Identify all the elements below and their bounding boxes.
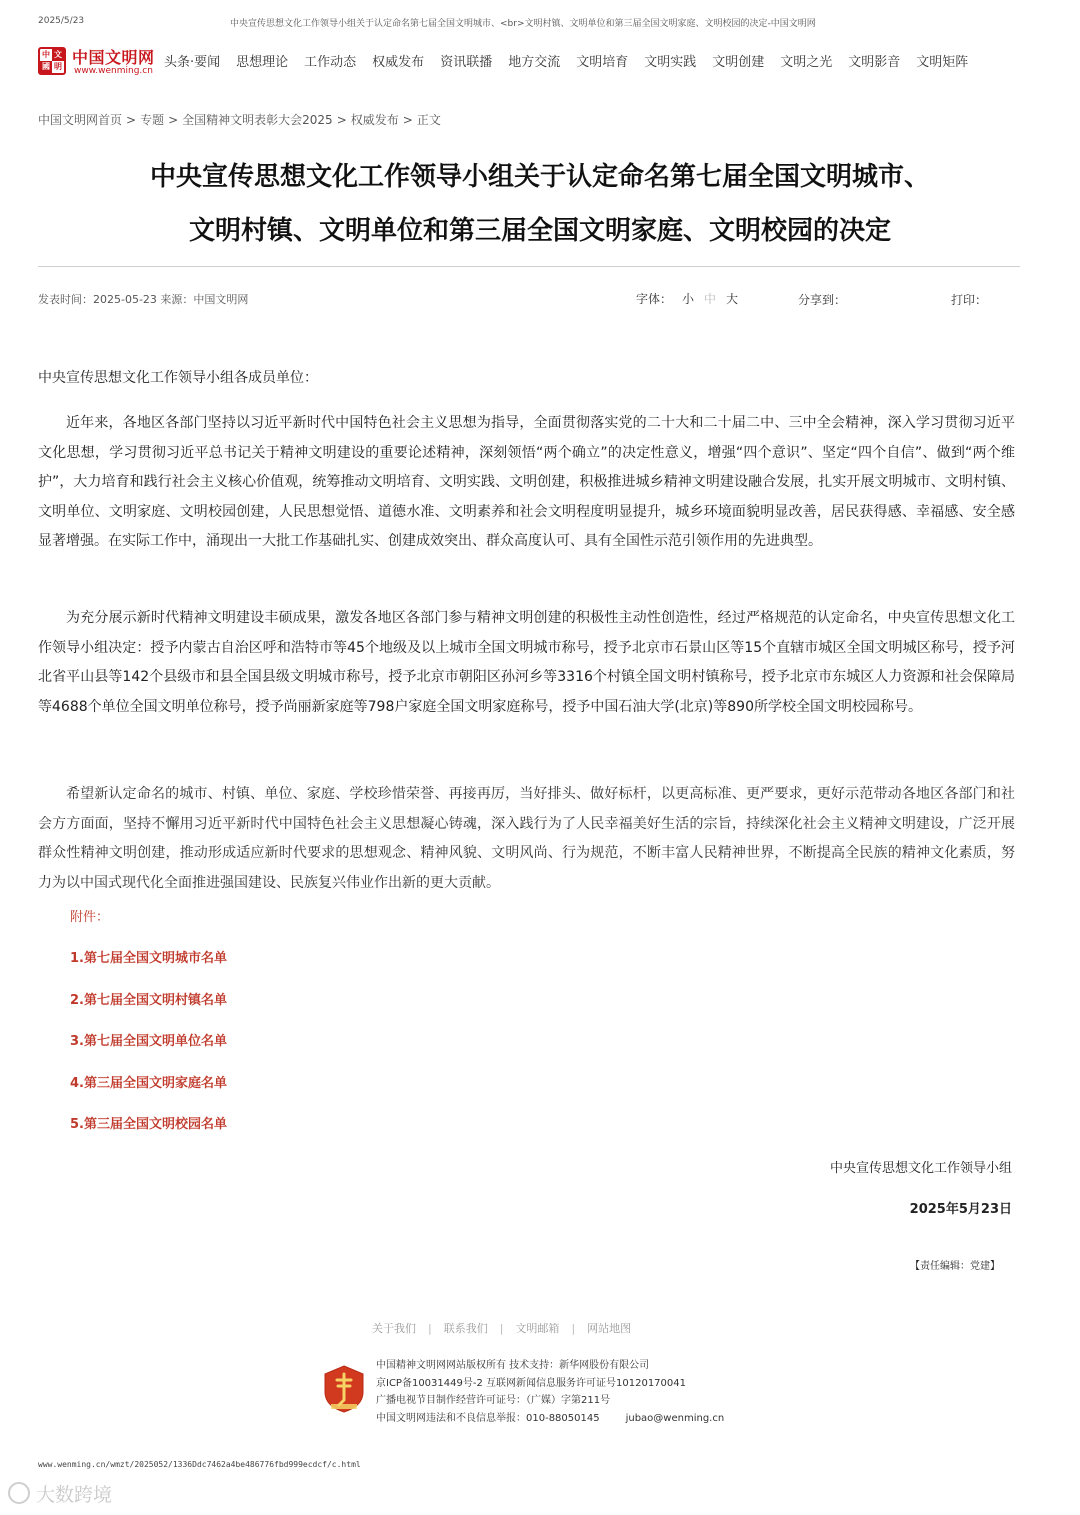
breadcrumb-release[interactable]: 权威发布 xyxy=(350,113,399,127)
attachment-link[interactable]: 2.第七届全国文明村镇名单 xyxy=(70,992,227,1008)
footer-separator: | xyxy=(428,1322,432,1335)
article-meta: 发表时间：2025-05-23 来源：中国文明网 xyxy=(38,293,249,306)
print-header xyxy=(38,16,1042,30)
attachments-list xyxy=(70,947,227,1155)
footer-link-sitemap[interactable]: 网站地图 xyxy=(587,1322,632,1335)
footer-report-email[interactable]: jubao@wenming.cn xyxy=(625,1412,725,1424)
print-page-title: 中央宣传思想文化工作领导小组关于认定命名第七届全国文明城市、<br>文明村镇、文明单位和第三届全国文明家庭、文明校园的决定-中国文明网 xyxy=(230,19,816,29)
watermark-logo-icon xyxy=(8,1482,30,1504)
share-label[interactable]: 分享到： xyxy=(798,293,847,307)
footer-link-contact[interactable]: 联系我们 xyxy=(443,1322,488,1335)
nav-item-creation[interactable]: 文明创建 xyxy=(712,55,765,70)
logo-url: www.wenming.cn xyxy=(74,66,153,76)
logo-seal-icon xyxy=(38,47,66,75)
font-size-large-button[interactable]: 大 xyxy=(726,292,739,306)
footer-report-phone: 中国文明网违法和不良信息举报：010-88050145 xyxy=(376,1412,600,1424)
footer-link-about[interactable]: 关于我们 xyxy=(372,1322,416,1335)
paragraph-1: 近年来，各地区各部门坚持以习近平新时代中国特色社会主义思想为指导，全面贯彻落实党的二十大和二十届二中、三中全会精神，深入学习贯彻习近平文化思想，学习贯彻习近平总书记关于精神文明建设的重要论述精神，深刻领悟“两个确立”的决定性意义，增强“四个意识”、坚定“四个自信”、做到“两个维护”，大力培育和践行社会主义核心价值观，统筹推动文明培育、文明实践、文明创建，积极推进城乡精神文明建设融合发展，扎实开展文明城市、文明村镇、文明单位、文明家庭、文明校园创建，人民思想觉悟、道德水准、文明素养和社会文明程度明显提升，城乡环境面貌明显改善，居民获得感、幸福感、安全感显著增强。在实际工作中，涌现出一大批工作基础扎实、创建成效突出、群众高度认可、具有全国性示范引领作用的先进典型。 xyxy=(38,415,1015,549)
site-logo[interactable] xyxy=(38,44,156,80)
nav-item-official-release[interactable]: 权威发布 xyxy=(372,55,425,70)
attachment-link[interactable]: 5.第三届全国文明校园名单 xyxy=(70,1117,227,1133)
footer-license: 广播电视节目制作经营许可证号：（广媒）字第211号 xyxy=(376,1395,611,1406)
footer-info xyxy=(376,1357,724,1427)
footer-copyright: 中国精神文明网网站版权所有 技术支持：新华网股份有限公司 xyxy=(376,1360,650,1371)
font-size-medium-button[interactable]: 中 xyxy=(704,292,717,306)
attachment-link[interactable]: 1.第七届全国文明城市名单 xyxy=(70,951,227,966)
nav-item-media[interactable]: 文明影音 xyxy=(848,55,901,70)
logo-seal-char: 中 xyxy=(42,50,50,59)
main-nav xyxy=(164,51,984,70)
nav-item-work-news[interactable]: 工作动态 xyxy=(304,55,357,70)
title-divider xyxy=(38,266,1020,267)
print-page-url: www.wenming.cn/wmzt/2025052/1336Ddc7462a4be486776fbd999ecdcf/c.html xyxy=(38,1460,361,1469)
breadcrumb-conference[interactable]: 全国精神文明表彰大会2025 xyxy=(182,113,333,127)
party-badge-icon[interactable] xyxy=(322,1364,366,1414)
article-title xyxy=(38,150,1042,258)
print-date: 2025/5/23 xyxy=(38,16,85,26)
breadcrumb-separator: > xyxy=(168,113,179,127)
paragraph-3: 希望新认定命名的城市、村镇、单位、家庭、学校珍惜荣誉、再接再厉，当好排头、做好标杆，以更高标准、更严要求，更好示范带动各地区各部门和社会方方面面，坚持不懈用习近平新时代中国特色社会主义思想凝心铸魂，深入践行为了人民幸福美好生活的宗旨，持续深化社会主义精神文明建设，广泛开展群众性精神文明创建，推动形成适应新时代要求的思想观念、精神风貌、文明风尚、行为规范，不断丰富人民精神世界，不断提高全民族的精神文化素质，努力为以中国式现代化全面推进强国建设、民族复兴伟业作出新的更大贡献。 xyxy=(38,786,1015,891)
breadcrumb-separator: > xyxy=(126,113,137,127)
breadcrumb-topics[interactable]: 专题 xyxy=(140,113,165,127)
nav-item-news-feed[interactable]: 资讯联播 xyxy=(440,55,493,70)
nav-item-light[interactable]: 文明之光 xyxy=(780,55,833,70)
attachment-link[interactable]: 3.第七届全国文明单位名单 xyxy=(70,1034,227,1050)
site-header xyxy=(38,42,1042,82)
responsible-editor: 【责任编辑：党建】 xyxy=(910,1261,1000,1272)
logo-seal-char: 文 xyxy=(54,50,62,59)
footer-separator: | xyxy=(571,1322,576,1335)
salutation: 中央宣传思想文化工作领导小组各成员单位： xyxy=(38,370,318,386)
signature-date: 2025年5月23日 xyxy=(909,1202,1012,1217)
attachment-link[interactable]: 4.第三届全国文明家庭名单 xyxy=(70,1075,227,1091)
nav-item-cultivation[interactable]: 文明培育 xyxy=(576,55,629,70)
nav-item-practice[interactable]: 文明实践 xyxy=(644,55,697,70)
watermark-text: 大数跨境 xyxy=(36,1484,113,1506)
breadcrumb-home[interactable]: 中国文明网首页 xyxy=(38,113,123,127)
logo-seal-char: 國 xyxy=(42,62,50,71)
font-size-label: 字体： xyxy=(636,292,673,306)
breadcrumb-separator: > xyxy=(402,113,413,127)
footer-links xyxy=(372,1320,631,1336)
breadcrumb xyxy=(38,111,441,128)
font-size-small-button[interactable]: 小 xyxy=(682,292,695,306)
signature-organization: 中央宣传思想文化工作领导小组 xyxy=(829,1161,1012,1176)
font-size-control xyxy=(636,290,738,307)
nav-item-headlines[interactable]: 头条·要闻 xyxy=(164,55,221,70)
footer-separator: | xyxy=(499,1322,504,1335)
nav-item-local-exchange[interactable]: 地方交流 xyxy=(508,55,561,70)
footer-report xyxy=(376,1410,724,1428)
article-title-line1: 中央宣传思想文化工作领导小组关于认定命名第七届全国文明城市、 xyxy=(149,162,930,192)
print-button[interactable]: 打印： xyxy=(951,293,988,307)
breadcrumb-current: 正文 xyxy=(416,113,441,127)
paragraph-2: 为充分展示新时代精神文明建设丰硕成果，激发各地区各部门参与精神文明创建的积极性主动性创造性，经过严格规范的认定命名，中央宣传思想文化工作领导小组决定：授予内蒙古自治区呼和浩特市等45个地级及以上城市全国文明城市称号，授予北京市石景山区等15个直辖市城区全国文明城区称号，授予河北省平山县等142个县级市和县全国县级文明城市称号，授予北京市朝阳区孙河乡等3316个村镇全国文明村镇称号，授予北京市东城区人力资源和社会保障局等4688个单位全国文明单位称号，授予尚丽新家庭等798户家庭全国文明家庭称号，授予中国石油大学(北京)等890所学校全国文明校园称号。 xyxy=(38,610,1015,715)
nav-item-theory[interactable]: 思想理论 xyxy=(236,55,289,70)
breadcrumb-separator: > xyxy=(336,113,347,127)
logo-seal-char: 明 xyxy=(54,62,62,71)
article-title-line2: 文明村镇、文明单位和第三届全国文明家庭、文明校园的决定 xyxy=(188,216,891,246)
footer-link-mailbox[interactable]: 文明邮箱 xyxy=(515,1322,560,1335)
nav-item-matrix[interactable]: 文明矩阵 xyxy=(916,55,969,70)
footer-icp: 京ICP备10031449号-2 互联网新闻信息服务许可证号10120170041 xyxy=(376,1377,686,1389)
watermark xyxy=(8,1480,112,1507)
logo-name: 中国文明网 xyxy=(72,48,155,67)
attachments-label: 附件： xyxy=(70,910,110,925)
